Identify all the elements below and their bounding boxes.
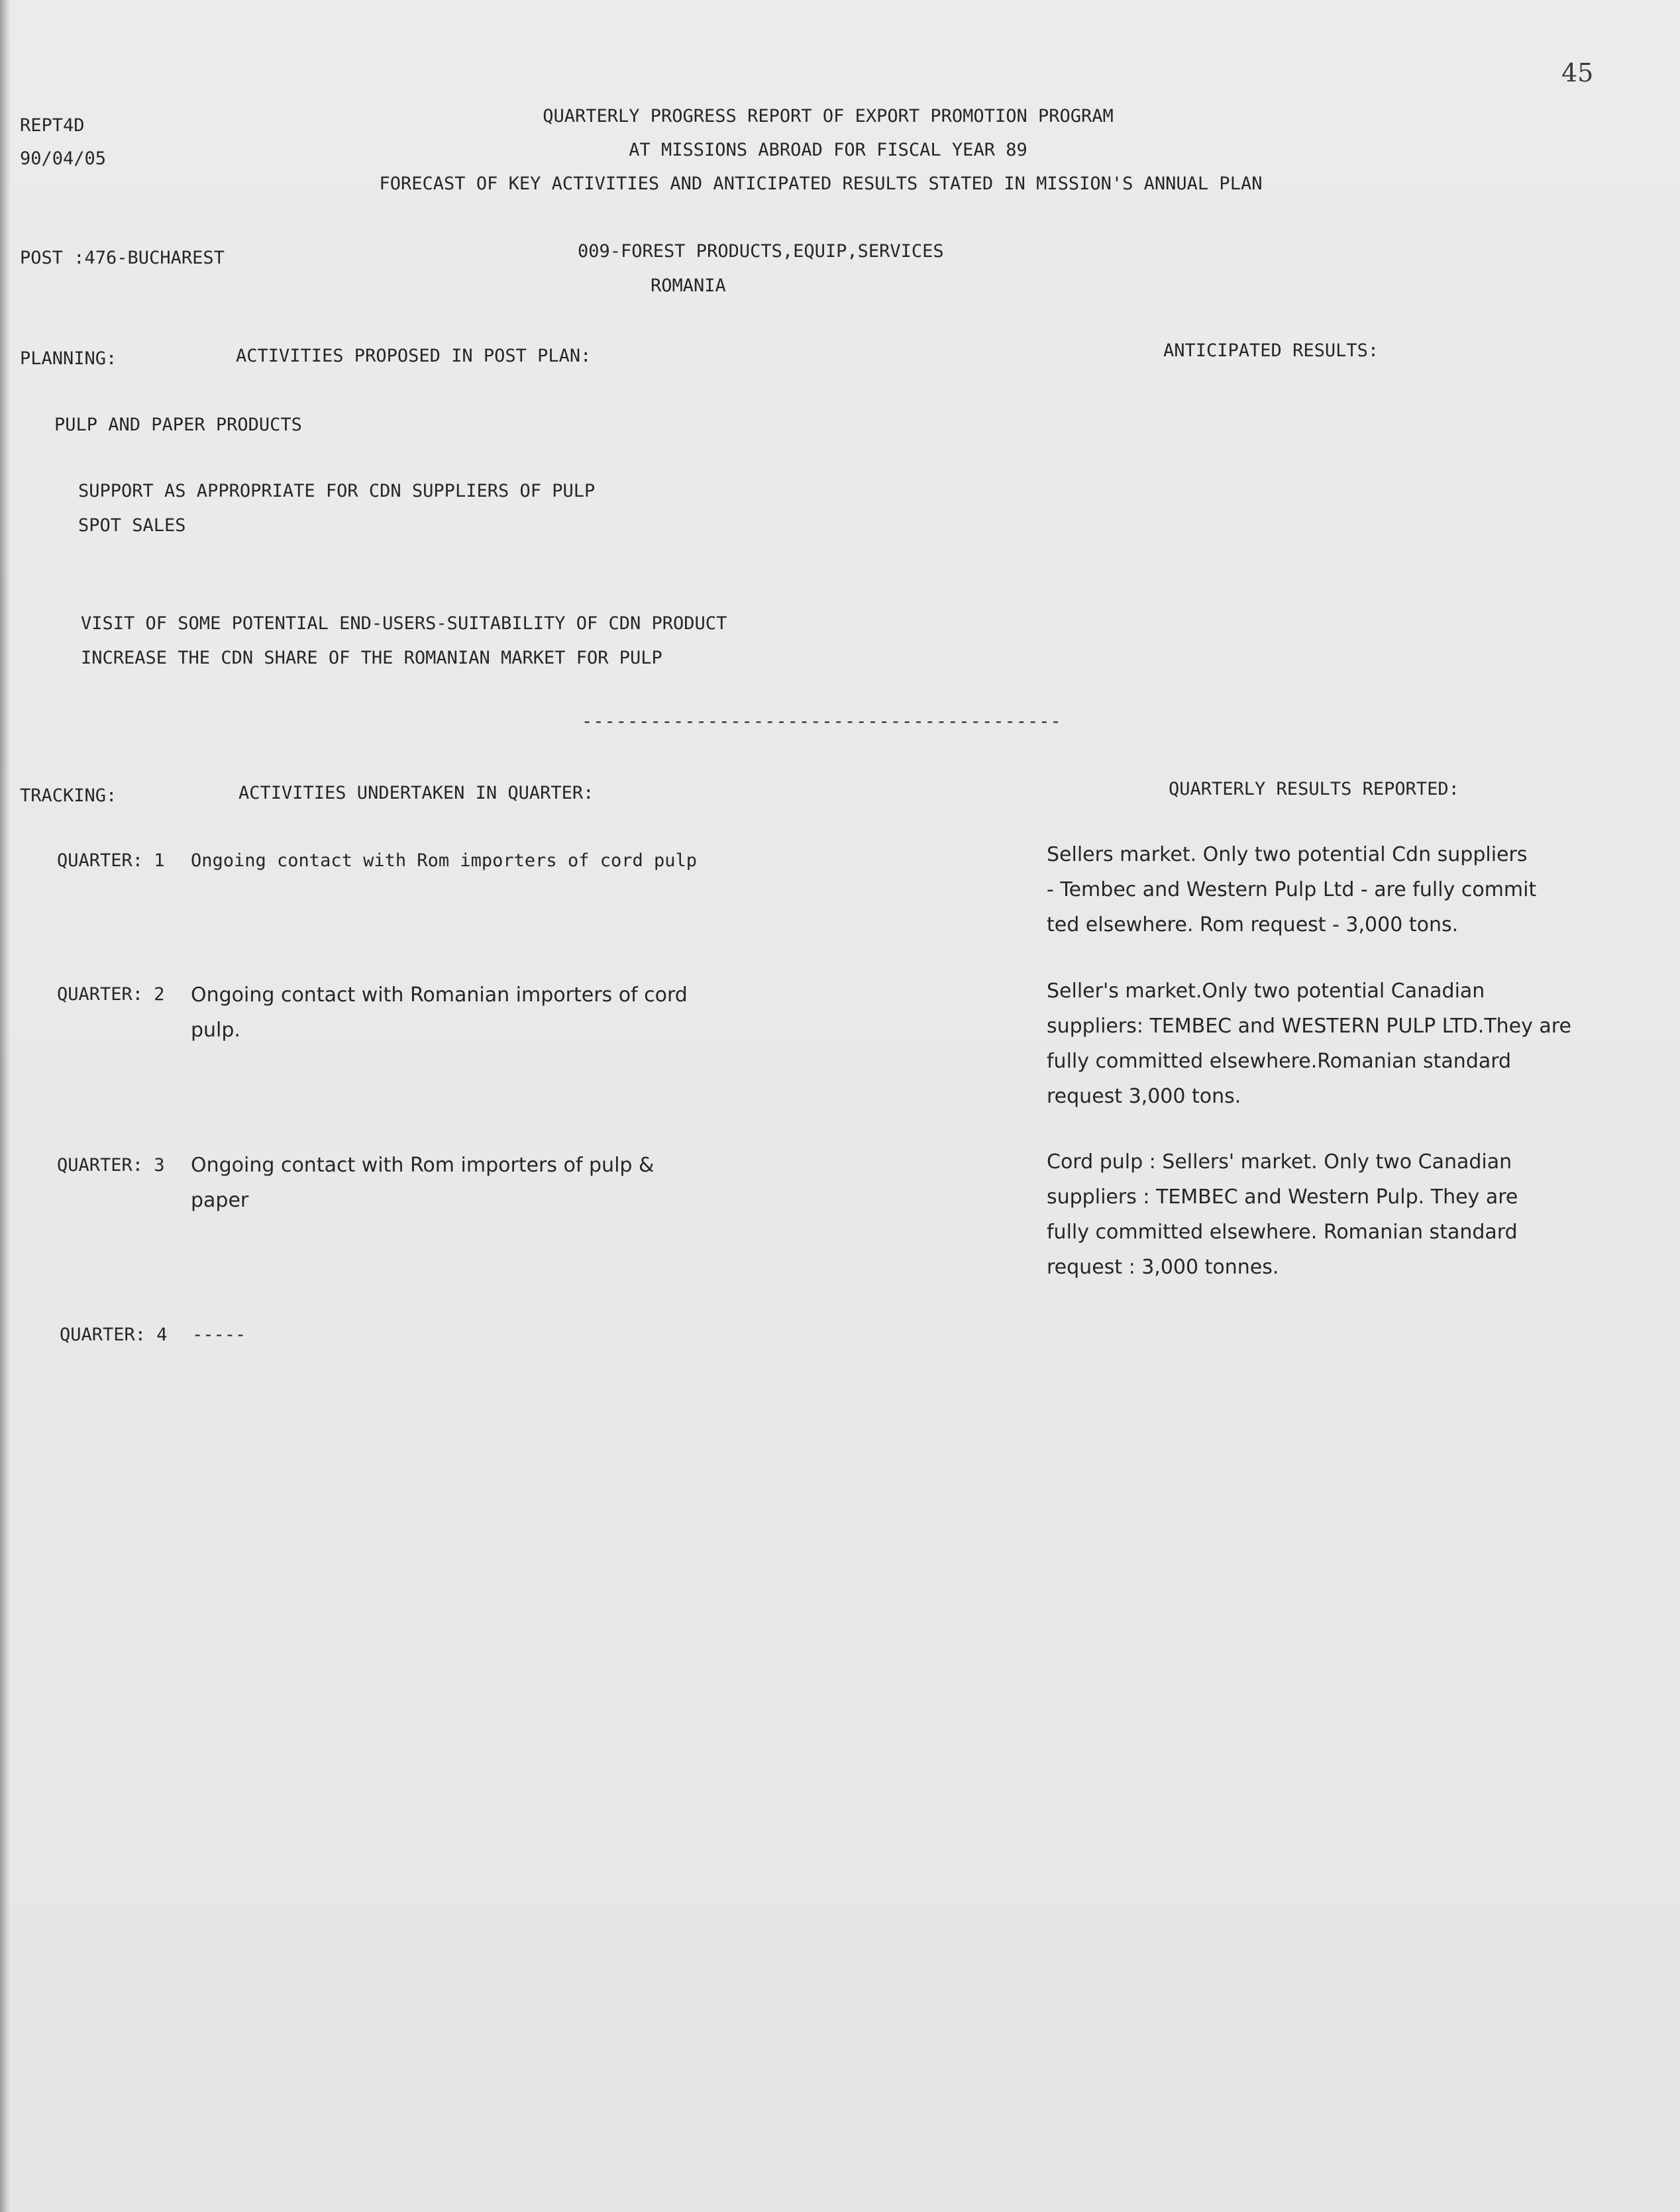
report-title-line2: AT MISSIONS ABROAD FOR FISCAL YEAR 89 bbox=[629, 140, 1027, 160]
planning-label: PLANNING: bbox=[20, 348, 117, 369]
planned-activity-2-line2: INCREASE THE CDN SHARE OF THE ROMANIAN MARKET FOR PULP bbox=[81, 648, 662, 668]
quarter-1-result-line2: - Tembec and Western Pulp Ltd - are fully commit bbox=[1047, 878, 1537, 901]
planned-activity-1-line1: SUPPORT AS APPROPRIATE FOR CDN SUPPLIERS OF PULP bbox=[78, 481, 596, 501]
quarter-3-label: QUARTER: 3 bbox=[57, 1155, 165, 1176]
country: ROMANIA bbox=[651, 276, 726, 296]
quarter-3-result-line4: request : 3,000 tonnes. bbox=[1047, 1256, 1279, 1279]
report-title-line3: FORECAST OF KEY ACTIVITIES AND ANTICIPATED RESULTS STATED IN MISSION'S ANNUAL PLAN bbox=[379, 174, 1263, 194]
quarter-1-result-line3: ted elsewhere. Rom request - 3,000 tons. bbox=[1047, 913, 1459, 936]
page-number: 45 bbox=[1561, 58, 1594, 87]
quarter-2-result-line4: request 3,000 tons. bbox=[1047, 1085, 1241, 1108]
quarter-2-label: QUARTER: 2 bbox=[57, 984, 165, 1005]
product-heading: PULP AND PAPER PRODUCTS bbox=[54, 415, 302, 435]
section-separator: ------------------------------------------ bbox=[582, 711, 1062, 732]
quarter-3-activity-line2: paper bbox=[191, 1189, 249, 1212]
quarter-2-activity-line2: pulp. bbox=[191, 1019, 240, 1042]
anticipated-results-heading: ANTICIPATED RESULTS: bbox=[1163, 340, 1379, 361]
quarter-3-activity-line1: Ongoing contact with Rom importers of pulp & bbox=[191, 1154, 655, 1177]
planning-activities-heading: ACTIVITIES PROPOSED IN POST PLAN: bbox=[236, 346, 592, 366]
quarter-3-result-line2: suppliers : TEMBEC and Western Pulp. They are bbox=[1047, 1185, 1518, 1209]
quarter-1-label: QUARTER: 1 bbox=[57, 850, 165, 871]
quarter-4-label: QUARTER: 4 bbox=[60, 1325, 168, 1345]
quarter-2-result-line3: fully committed elsewhere.Romanian standard bbox=[1047, 1050, 1512, 1073]
quarter-2-result-line1: Seller's market.Only two potential Canadian bbox=[1047, 980, 1485, 1003]
quarter-3-result-line1: Cord pulp : Sellers' market. Only two Canadian bbox=[1047, 1150, 1512, 1174]
quarter-2-result-line2: suppliers: TEMBEC and WESTERN PULP LTD.They are bbox=[1047, 1015, 1571, 1038]
quarter-3-result-line3: fully committed elsewhere. Romanian standard bbox=[1047, 1221, 1518, 1244]
quarter-1-activity: Ongoing contact with Rom importers of cord pulp bbox=[191, 850, 698, 871]
quarter-2-activity-line1: Ongoing contact with Romanian importers of cord bbox=[191, 983, 688, 1007]
quarterly-results-heading: QUARTERLY RESULTS REPORTED: bbox=[1169, 779, 1459, 799]
quarter-4-activity: ----- bbox=[192, 1325, 246, 1345]
sector-code: 009-FOREST PRODUCTS,EQUIP,SERVICES bbox=[578, 241, 944, 262]
page-edge-shadow bbox=[0, 0, 11, 2212]
tracking-activities-heading: ACTIVITIES UNDERTAKEN IN QUARTER: bbox=[238, 783, 594, 803]
report-date: 90/04/05 bbox=[20, 148, 107, 169]
report-id: REPT4D bbox=[20, 115, 85, 136]
planned-activity-2-line1: VISIT OF SOME POTENTIAL END-USERS-SUITABILITY OF CDN PRODUCT bbox=[81, 613, 727, 634]
post-location: POST :476-BUCHAREST bbox=[20, 248, 225, 268]
tracking-label: TRACKING: bbox=[20, 785, 117, 806]
planned-activity-1-line2: SPOT SALES bbox=[78, 515, 186, 536]
quarter-1-result-line1: Sellers market. Only two potential Cdn suppliers bbox=[1047, 843, 1528, 866]
report-title-line1: QUARTERLY PROGRESS REPORT OF EXPORT PROMOTION PROGRAM bbox=[543, 106, 1114, 126]
